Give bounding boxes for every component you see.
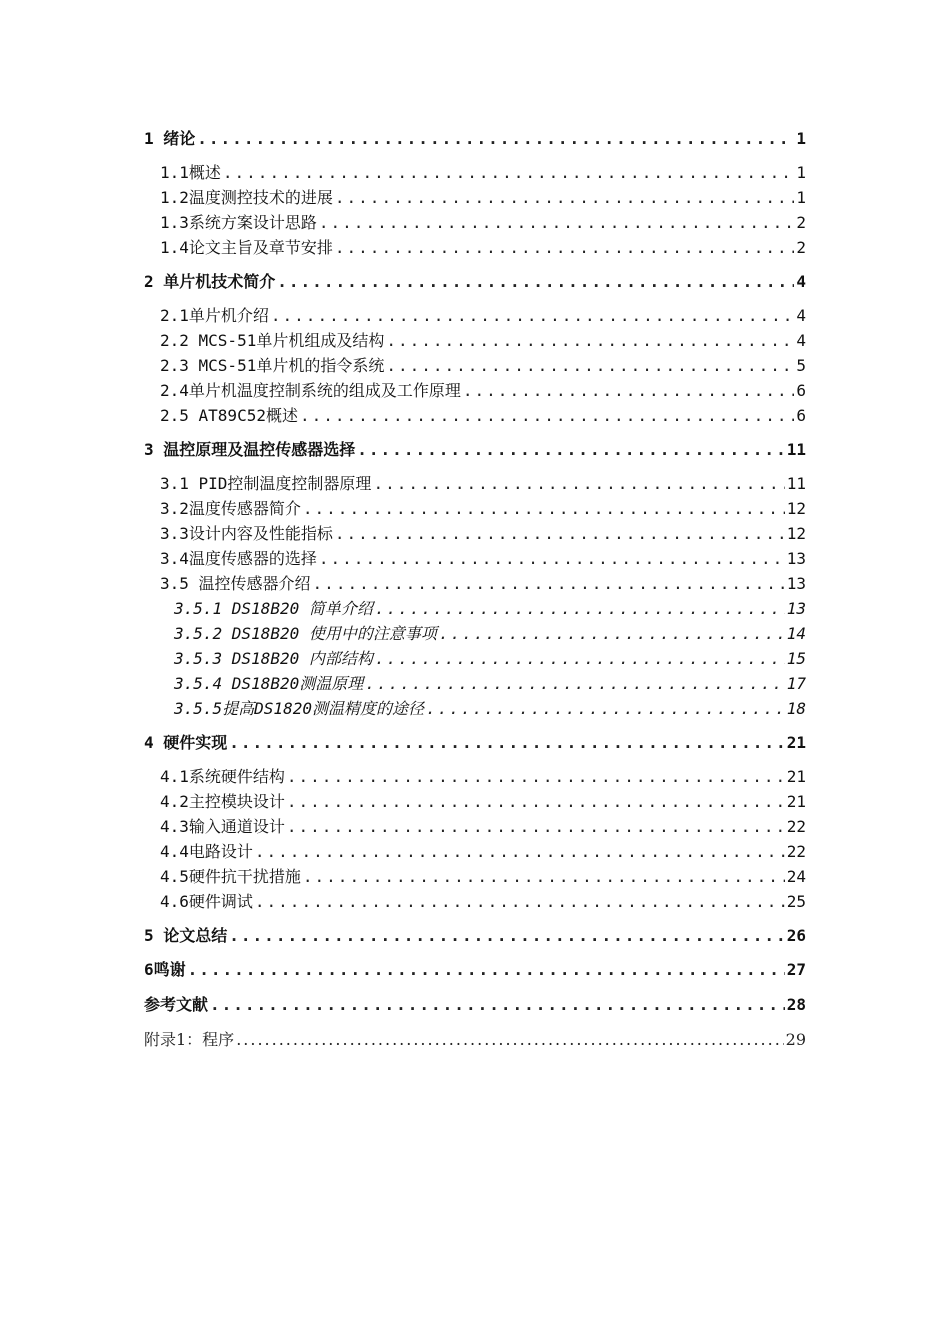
toc-entry-2-5[interactable] bbox=[160, 402, 806, 426]
toc-entry-3-5-5[interactable] bbox=[174, 695, 806, 719]
toc-entry-page: 13 bbox=[786, 574, 806, 593]
toc-entry-4-1[interactable] bbox=[160, 763, 806, 787]
toc-entry-6[interactable] bbox=[144, 956, 806, 980]
toc-leader-dots bbox=[287, 792, 785, 812]
toc-entry-page: 1 bbox=[796, 129, 806, 148]
toc-entry-title: 1.2温度测控技术的进展 bbox=[160, 188, 333, 207]
toc-entry-page: 4 bbox=[796, 331, 806, 350]
toc-entry-3-2[interactable] bbox=[160, 495, 806, 519]
toc-entry-1-4[interactable] bbox=[160, 234, 806, 258]
toc-entry-title: 参考文献 bbox=[144, 995, 209, 1014]
toc-entry-2-1[interactable] bbox=[160, 302, 806, 326]
toc-entry-title: 3.2温度传感器简介 bbox=[160, 499, 301, 518]
toc-entry-3-1[interactable] bbox=[160, 470, 806, 494]
toc-entry-title: 3.5.4 DS18B20测温原理 bbox=[174, 674, 364, 693]
toc-leader-dots bbox=[255, 892, 785, 912]
toc-entry-1[interactable] bbox=[144, 125, 806, 149]
toc-entry-references[interactable] bbox=[144, 991, 806, 1015]
toc-leader-dots bbox=[426, 699, 785, 719]
toc-entry-3-5-3[interactable] bbox=[174, 645, 806, 669]
toc-entry-title: 4.2主控模块设计 bbox=[160, 792, 285, 811]
toc-leader-dots bbox=[319, 549, 785, 569]
toc-entry-title: 2.3 MCS-51单片机的指令系统 bbox=[160, 356, 385, 375]
toc-leader-dots bbox=[271, 306, 794, 326]
toc-entry-1-1[interactable] bbox=[160, 159, 806, 183]
toc-entry-title: 4.4电路设计 bbox=[160, 842, 253, 861]
toc-leader-dots bbox=[375, 649, 785, 669]
toc-entry-page: 13 bbox=[786, 599, 806, 618]
toc-leader-dots bbox=[303, 867, 785, 887]
toc-entry-page: 6 bbox=[796, 381, 806, 400]
toc-leader-dots bbox=[229, 733, 784, 753]
toc-entry-title: 2.2 MCS-51单片机组成及结构 bbox=[160, 331, 385, 350]
toc-entry-3-5[interactable] bbox=[160, 570, 806, 594]
toc-entry-title: 3.1 PID控制温度控制器原理 bbox=[160, 474, 372, 493]
toc-leader-dots bbox=[287, 767, 785, 787]
toc-entry-page: 22 bbox=[786, 842, 806, 861]
toc-entry-1-3[interactable] bbox=[160, 209, 806, 233]
toc-entry-title: 2.1单片机介绍 bbox=[160, 306, 269, 325]
toc-leader-dots bbox=[319, 213, 794, 233]
toc-entry-page: 1 bbox=[796, 163, 806, 182]
toc-entry-2-3[interactable] bbox=[160, 352, 806, 376]
toc-entry-page: 18 bbox=[786, 699, 806, 718]
toc-entry-page: 27 bbox=[786, 960, 806, 979]
toc-entry-4-6[interactable] bbox=[160, 888, 806, 912]
toc-leader-dots bbox=[255, 842, 785, 862]
toc-entry-page: 12 bbox=[786, 524, 806, 543]
toc-entry-3-3[interactable] bbox=[160, 520, 806, 544]
toc-entry-title: 2 单片机技术简介 bbox=[144, 272, 276, 291]
toc-entry-title: 3.5.1 DS18B20 简单介绍 bbox=[174, 599, 373, 618]
toc-leader-dots bbox=[313, 574, 785, 594]
toc-entry-page: 5 bbox=[796, 356, 806, 375]
toc-entry-title: 2.4单片机温度控制系统的组成及工作原理 bbox=[160, 381, 461, 400]
toc-entry-page: 25 bbox=[786, 892, 806, 911]
toc-entry-title: 附录1：程序 bbox=[144, 1030, 235, 1049]
toc-entry-page: 11 bbox=[786, 474, 806, 493]
toc-leader-dots bbox=[386, 356, 794, 376]
toc-entry-4-2[interactable] bbox=[160, 788, 806, 812]
toc-entry-appendix[interactable] bbox=[144, 1026, 806, 1050]
toc-entry-4[interactable] bbox=[144, 729, 806, 753]
toc-entry-page: 29 bbox=[785, 1030, 806, 1049]
toc-leader-dots bbox=[300, 406, 794, 426]
toc-entry-page: 13 bbox=[786, 549, 806, 568]
toc-entry-page: 1 bbox=[796, 188, 806, 207]
toc-entry-3-5-1[interactable] bbox=[174, 595, 806, 619]
toc-leader-dots bbox=[357, 440, 784, 460]
toc-entry-page: 15 bbox=[786, 649, 806, 668]
toc-entry-3-4[interactable] bbox=[160, 545, 806, 569]
toc-entry-title: 3.5 温控传感器介绍 bbox=[160, 574, 311, 593]
toc-entry-title: 3.4温度传感器的选择 bbox=[160, 549, 317, 568]
toc-entry-2[interactable] bbox=[144, 268, 806, 292]
toc-entry-title: 3.5.2 DS18B20 使用中的注意事项 bbox=[174, 624, 437, 643]
toc-entry-page: 12 bbox=[786, 499, 806, 518]
toc-leader-dots bbox=[277, 272, 794, 292]
toc-entry-page: 2 bbox=[796, 238, 806, 257]
toc-leader-dots bbox=[463, 381, 794, 401]
toc-entry-title: 1.1概述 bbox=[160, 163, 221, 182]
toc-entry-page: 22 bbox=[786, 817, 806, 836]
toc-entry-page: 17 bbox=[786, 674, 806, 693]
toc-leader-dots bbox=[365, 674, 785, 694]
toc-entry-title: 1.3系统方案设计思路 bbox=[160, 213, 317, 232]
toc-leader-dots bbox=[188, 960, 785, 980]
toc-leader-dots bbox=[287, 817, 785, 837]
toc-entry-page: 11 bbox=[786, 440, 806, 459]
toc-leader-dots bbox=[335, 524, 785, 544]
toc-entry-4-5[interactable] bbox=[160, 863, 806, 887]
toc-entry-title: 3.5.3 DS18B20 内部结构 bbox=[174, 649, 373, 668]
toc-entry-title: 4.1系统硬件结构 bbox=[160, 767, 285, 786]
toc-entry-title: 4 硬件实现 bbox=[144, 733, 228, 752]
toc-leader-dots bbox=[223, 163, 794, 183]
toc-entry-page: 21 bbox=[786, 792, 806, 811]
toc-entry-page: 21 bbox=[786, 733, 806, 752]
toc-leader-dots bbox=[373, 474, 784, 494]
toc-entry-page: 24 bbox=[786, 867, 806, 886]
toc-entry-title: 3 温控原理及温控传感器选择 bbox=[144, 440, 356, 459]
toc-entry-title: 6鸣谢 bbox=[144, 960, 186, 979]
toc-entry-4-3[interactable] bbox=[160, 813, 806, 837]
toc-entry-2-2[interactable] bbox=[160, 327, 806, 351]
toc-entry-3[interactable] bbox=[144, 436, 806, 460]
toc-leader-dots bbox=[439, 624, 785, 644]
toc-entry-title: 1.4论文主旨及章节安排 bbox=[160, 238, 333, 257]
toc-entry-5[interactable] bbox=[144, 922, 806, 946]
toc-entry-3-5-2[interactable] bbox=[174, 620, 806, 644]
toc-entry-3-5-4[interactable] bbox=[174, 670, 806, 694]
toc-entry-title: 2.5 AT89C52概述 bbox=[160, 406, 298, 425]
toc-entry-page: 4 bbox=[796, 272, 806, 291]
toc-entry-title: 3.3设计内容及性能指标 bbox=[160, 524, 333, 543]
toc-entry-title: 3.5.5提高DS1820测温精度的途径 bbox=[174, 699, 424, 718]
toc-entry-2-4[interactable] bbox=[160, 377, 806, 401]
toc-leader-dots bbox=[386, 331, 794, 351]
toc-entry-4-4[interactable] bbox=[160, 838, 806, 862]
toc-leader-dots bbox=[197, 129, 794, 149]
toc-entry-1-2[interactable] bbox=[160, 184, 806, 208]
toc-leader-dots bbox=[335, 238, 794, 258]
toc-entry-page: 2 bbox=[796, 213, 806, 232]
toc-entry-page: 4 bbox=[796, 306, 806, 325]
toc-entry-page: 14 bbox=[786, 624, 806, 643]
toc-entry-title: 4.3输入通道设计 bbox=[160, 817, 285, 836]
toc-entry-page: 6 bbox=[796, 406, 806, 425]
toc-entry-page: 28 bbox=[786, 995, 806, 1014]
toc-leader-dots bbox=[236, 1030, 783, 1050]
toc-entry-title: 1 绪论 bbox=[144, 129, 196, 148]
toc-leader-dots bbox=[375, 599, 785, 619]
toc-entry-title: 5 论文总结 bbox=[144, 926, 228, 945]
toc-entry-title: 4.5硬件抗干扰措施 bbox=[160, 867, 301, 886]
toc-leader-dots bbox=[335, 188, 794, 208]
toc-leader-dots bbox=[229, 926, 784, 946]
toc-entry-page: 26 bbox=[786, 926, 806, 945]
toc-entry-page: 21 bbox=[786, 767, 806, 786]
toc-entry-title: 4.6硬件调试 bbox=[160, 892, 253, 911]
toc-leader-dots bbox=[210, 995, 785, 1015]
toc-leader-dots bbox=[303, 499, 785, 519]
